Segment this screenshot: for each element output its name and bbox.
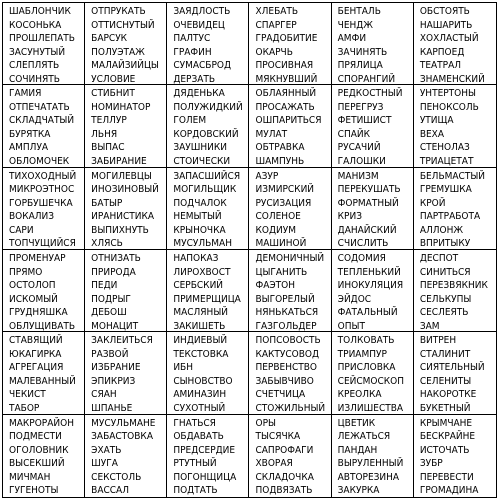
word-item: СУМАСБРОД	[173, 60, 232, 71]
word-item: ТИХОХОДНЫЙ	[9, 170, 77, 182]
word-item: ПЕНОКСОЛЬ	[419, 101, 479, 113]
word-item: АЛЛОНЖ	[419, 224, 464, 236]
word-item: ВЫПИХНУТЬ	[91, 224, 149, 236]
word-item: ЮКАГИРКА	[9, 348, 62, 360]
word-item: ОБЛОМОЧЕК	[9, 155, 70, 167]
word-item: ГРАФИН	[173, 46, 212, 58]
word-item: СОЧИНЯТЬ	[9, 73, 60, 85]
word-item: ЗАПАСШИЙСЯ	[173, 170, 241, 182]
word-cell	[414, 85, 496, 167]
word-item: САРИ	[9, 224, 34, 236]
word-item: НАШАРИТЬ	[419, 19, 473, 31]
word-item: СЧИСЛИТЬ	[337, 238, 389, 250]
word-item: ТРИАМПУР	[337, 348, 387, 360]
word-item: НЕМЫТЫЙ	[173, 211, 222, 223]
word-item: ЛИРОХВОСТ	[173, 266, 231, 278]
word-item: ПРЯЛИЦА	[337, 60, 383, 71]
word-item: СУХОТНЫЙ	[173, 402, 226, 414]
word-item: ИЗЛИШЕСТВА	[337, 402, 404, 414]
word-cell	[332, 3, 414, 85]
word-item: ЦВЕТИК	[337, 417, 376, 429]
word-item: КРИЗ	[337, 211, 362, 223]
word-item: МИЧМАН	[9, 471, 51, 483]
word-item: ЗАЯДЛОСТЬ	[173, 6, 231, 17]
word-item: ПЕРЕКУШАТЬ	[337, 184, 401, 196]
word-item: ПОДВЯЗАТЬ	[255, 485, 313, 497]
word-item: СКЛАДОЧКА	[255, 471, 314, 483]
word-item: МАНИЗМ	[337, 170, 379, 182]
word-item: ЭХАТЬ	[91, 444, 122, 456]
word-item: ЗАКИШЕТЬ	[173, 320, 226, 332]
word-item: ДЕРЗАТЬ	[173, 73, 216, 85]
word-item: ИНОКУЛЯЦИЯ	[337, 280, 404, 291]
word-cell	[414, 250, 496, 332]
word-item: ГАЛОШКИ	[337, 155, 386, 167]
word-item: ТОЛКОВАТЬ	[337, 335, 395, 347]
word-cell	[167, 250, 249, 332]
word-item: КРЫНОЧКА	[173, 224, 226, 236]
word-item: ПРЯМО	[9, 266, 43, 278]
word-item: РУСАЧИЙ	[337, 142, 381, 154]
word-item: СИЯТЕЛЬНЫЙ	[419, 362, 485, 374]
word-item: БУРЯТКА	[9, 128, 51, 140]
word-item: ДЕБОШ	[91, 307, 127, 318]
word-item: ХОХЛАСТЫЙ	[419, 33, 479, 44]
word-cell	[85, 168, 167, 250]
word-item: ЗАЧИНЯТЬ	[337, 46, 388, 58]
word-item: НОМИНАТОР	[91, 101, 151, 113]
word-item: МАЛАЙЗИЙЦЫ	[91, 60, 159, 71]
word-item: ПОПСОВОСТЬ	[255, 335, 321, 347]
word-item: МАШИНОЙ	[255, 238, 307, 250]
word-item: ЗАБЫВЧИВО	[255, 375, 314, 387]
word-cell	[332, 168, 414, 250]
word-item: СТОИЧЕСКИ	[173, 155, 231, 167]
word-item: ТЫСЯЧКА	[255, 431, 301, 443]
word-item: ЗАСУНУТЫЙ	[9, 46, 66, 58]
word-item: РЕДКОСТНЫЙ	[337, 88, 403, 100]
word-item: ФОРМАТНЫЙ	[337, 197, 399, 209]
word-item: ЗАКЛЕИТЬСЯ	[91, 335, 153, 347]
word-item: КАРПОЕД	[419, 46, 465, 58]
word-item: ГАЗГОЛЬДЕР	[255, 320, 317, 332]
word-item: ВПРИТЫКУ	[419, 238, 471, 250]
word-item: ПЕРЕГРУЗ	[337, 101, 384, 113]
word-item: ПЕРЕЗВЯКНИК	[419, 280, 488, 291]
word-item: СЯАН	[91, 389, 117, 401]
word-item: ВЫПАС	[91, 142, 125, 154]
word-item: КАКТУСОВОД	[255, 348, 320, 360]
word-item: ПРИРОДА	[91, 266, 136, 278]
word-cell	[3, 85, 85, 167]
word-item: ДЯДЕНЬКА	[173, 88, 225, 100]
word-item: СПАРГЕР	[255, 19, 297, 31]
word-item: МИКРОЭТНОС	[9, 184, 75, 196]
word-item: ГРАДОБИТИЕ	[255, 33, 318, 44]
word-item: ИНОЗИНОВЫЙ	[91, 184, 159, 196]
word-item: СПАЙК	[337, 128, 370, 140]
word-item: ИРАНИСТИКА	[91, 211, 155, 223]
word-item: БЕНТАЛЬ	[337, 6, 381, 17]
word-item: ПРОСАЖАТЬ	[255, 101, 315, 113]
word-item: НЯНЬКАТЬСЯ	[255, 307, 319, 318]
word-item: ЭПИКРИЗ	[91, 375, 136, 387]
word-item: ОСТОЛОП	[9, 280, 56, 291]
word-item: ДАНАЙСКИЙ	[337, 224, 397, 236]
word-item: ЗУБР	[419, 458, 443, 470]
word-item: ЗАБАСТОВКА	[91, 431, 153, 443]
word-item: ИСКОМЫЙ	[9, 293, 58, 305]
word-item: СПОРАНГИЙ	[337, 73, 396, 85]
word-item: ПРОМЕНУАР	[9, 253, 66, 264]
word-item: ТЕЛЛУР	[91, 115, 127, 127]
word-grid	[2, 2, 497, 498]
word-item: АЗУР	[255, 170, 279, 182]
word-item: ДЕСПОТ	[419, 253, 459, 264]
word-item: ПАЛТУС	[173, 33, 211, 44]
word-item: КОСОНЬКА	[9, 19, 62, 31]
word-cell	[85, 415, 167, 497]
word-item: ОШПАРИТЬСЯ	[255, 115, 322, 127]
word-item: БАТЫР	[91, 197, 123, 209]
word-item: УНТЕРТОНЫ	[419, 88, 476, 100]
word-cell	[3, 3, 85, 85]
word-item: ПОЛУЖИДКИЙ	[173, 101, 243, 113]
word-item: СЛЕПЛЯТЬ	[9, 60, 60, 71]
word-item: СЕКСТОЛЬ	[91, 471, 142, 483]
word-item: ЗАКУРКА	[337, 485, 380, 497]
word-item: ПРИСЛОВКА	[337, 362, 396, 374]
word-item: ШАБЛОНЧИК	[9, 6, 71, 17]
word-cell	[249, 3, 331, 85]
word-cell	[414, 415, 496, 497]
word-item: СЕЛЬКУПЫ	[419, 293, 472, 305]
word-item: ЗАМ	[419, 320, 440, 332]
word-item: ФАТАЛЬНЫЙ	[337, 307, 398, 318]
word-item: ВЫРУЛЕННЫЙ	[337, 458, 404, 470]
word-item: ШУГА	[91, 458, 118, 470]
word-item: СТЕНОЛАЗ	[419, 142, 470, 154]
word-item: ГОЛЕМ	[173, 115, 207, 127]
word-item: АВТОРЕЗИНА	[337, 471, 400, 483]
word-item: ВОКАЛИЗ	[9, 211, 55, 223]
word-item: ШАМПУНЬ	[255, 155, 305, 167]
word-cell	[3, 250, 85, 332]
word-item: МУЛАТ	[255, 128, 288, 140]
word-item: КРОЙ	[419, 197, 446, 209]
word-item: АГРЕГАЦИЯ	[9, 362, 64, 374]
word-item: МУСУЛЬМАН	[173, 238, 232, 250]
word-item: ЗАБИРАНИЕ	[91, 155, 147, 167]
word-cell	[249, 250, 331, 332]
word-cell	[249, 85, 331, 167]
word-item: ШПАНЬЕ	[91, 402, 133, 414]
word-item: ДЕМОНИЧНЫЙ	[255, 253, 325, 264]
word-cell	[85, 3, 167, 85]
word-item: РУСИЗАЦИЯ	[255, 197, 312, 209]
word-item: ОЧЕВИДЕЦ	[173, 19, 225, 31]
word-item: ОТПРУКАТЬ	[91, 6, 146, 17]
word-item: СЧЕТЧИЦА	[255, 389, 306, 401]
word-item: НАКОРОТКЕ	[419, 389, 477, 401]
word-item: ОРЫ	[255, 417, 276, 429]
word-item: ЗАУШНИКИ	[173, 142, 227, 154]
word-item: ПРИМЕРЩИЦА	[173, 293, 241, 305]
word-cell	[167, 3, 249, 85]
word-item: ТРИАЦЕТАТ	[419, 155, 474, 167]
word-item: ВАССАЛ	[91, 485, 129, 497]
word-item: ТОПЧУЩИЙСЯ	[9, 238, 76, 250]
word-item: СЕЙСМОСКОП	[337, 375, 404, 387]
word-item: ПОДЧАЛОК	[173, 197, 227, 209]
word-item: ОТТИСНУТЫЙ	[91, 19, 155, 31]
word-item: СТАВЯЩИЙ	[9, 335, 63, 347]
word-cell	[167, 168, 249, 250]
word-item: УТИЩА	[419, 115, 454, 127]
word-item: ЦЫГАНИТЬ	[255, 266, 308, 278]
word-item: ГРЕМУШКА	[419, 184, 472, 196]
word-item: ОБЛАЯННЫЙ	[255, 88, 317, 100]
word-item: ЗНАМЕНСКИЙ	[419, 73, 485, 85]
word-item: ТЕАТРАЛ	[419, 60, 461, 71]
word-item: ПРОСИВНАЯ	[255, 60, 314, 71]
word-cell	[414, 3, 496, 85]
word-item: ГНАТЬСЯ	[173, 417, 216, 429]
word-cell	[85, 85, 167, 167]
word-item: БУКЕТНЫЙ	[419, 402, 471, 414]
word-item: ПОДРЫГ	[91, 293, 131, 305]
word-item: ОБЛУЩИВАТЬ	[9, 320, 76, 332]
word-item: ХЛЕБАТЬ	[255, 6, 299, 17]
word-item: ВЫСЕКШИЙ	[9, 458, 65, 470]
word-item: СОЛЕНОЕ	[255, 211, 301, 223]
word-item: УСЛОВИЕ	[91, 73, 136, 85]
word-cell	[249, 168, 331, 250]
word-item: ЛЬНЯ	[91, 128, 118, 140]
word-item: СОДОМИЯ	[337, 253, 386, 264]
word-cell	[332, 415, 414, 497]
word-cell	[414, 332, 496, 414]
word-item: СТАЛИНИТ	[419, 348, 471, 360]
word-item: ГРУДНЯШКА	[9, 307, 68, 318]
word-item: МАЛЕВАННЫЙ	[9, 375, 76, 387]
word-cell	[85, 250, 167, 332]
word-item: МОГИЛЕВЦЫ	[91, 170, 152, 182]
word-cell	[249, 332, 331, 414]
word-item: РАЗВОЙ	[91, 348, 129, 360]
word-item: ГОРБУШЕЧКА	[9, 197, 73, 209]
word-item: АМФИ	[337, 33, 367, 44]
word-item: СКЛАДЧАТЫЙ	[9, 115, 75, 127]
word-item: ЭЙДОС	[337, 293, 372, 305]
word-cell	[332, 250, 414, 332]
word-item: ОБТРАВКА	[255, 142, 305, 154]
word-item: МУСУЛЬМАНЕ	[91, 417, 156, 429]
word-cell	[332, 85, 414, 167]
word-item: ПОЛУЭТАЖ	[91, 46, 145, 58]
word-item: МОНАЦИТ	[91, 320, 139, 332]
word-cell	[167, 415, 249, 497]
word-item: КОДИУМ	[255, 224, 296, 236]
word-item: ОПЫТ	[337, 320, 365, 332]
word-item: ОГОЛОВНИК	[9, 444, 69, 456]
word-item: ГУГЕНОТЫ	[9, 485, 59, 497]
word-item: КРЕОЛКА	[337, 389, 382, 401]
word-item: СТОЖИЛЬНЫЙ	[255, 402, 326, 414]
word-item: ПЕДИ	[91, 280, 118, 291]
word-item: ОТПЕЧАТАТЬ	[9, 101, 70, 113]
word-item: ВЫГОРЕЛЫЙ	[255, 293, 315, 305]
word-item: ПОДТАТЬ	[173, 485, 218, 497]
word-item: ИНДИЕВЫЙ	[173, 335, 228, 347]
word-item: ГРОМАДИНА	[419, 485, 479, 497]
word-cell	[85, 332, 167, 414]
word-item: САПРОФАГИ	[255, 444, 314, 456]
word-item: ИЗБРАНИЕ	[91, 362, 141, 374]
word-item: АМИНАЗИН	[173, 389, 227, 401]
word-item: ОТНИЗАТЬ	[91, 253, 141, 264]
word-item: ФЕТИШИСТ	[337, 115, 392, 127]
word-item: ИЗМИРСКИЙ	[255, 184, 315, 196]
word-item: БЕЛЬМАСТЫЙ	[419, 170, 485, 182]
word-item: ЛЕЖАТЬСЯ	[337, 431, 391, 443]
word-item: ГАМИЯ	[9, 88, 42, 100]
word-item: СИНИТЬСЯ	[419, 266, 471, 278]
word-cell	[414, 168, 496, 250]
word-item: СЫНОВСТВО	[173, 375, 233, 387]
word-cell	[3, 415, 85, 497]
word-item: МОГИЛЬЩИК	[173, 184, 237, 196]
word-item: ПРЕДСЕРДИЕ	[173, 444, 236, 456]
word-item: НАПОКАЗ	[173, 253, 219, 264]
word-item: БАРСУК	[91, 33, 128, 44]
word-item: БЕСКРАЙНЕ	[419, 431, 476, 443]
word-item: КРЫМЧАНЕ	[419, 417, 473, 429]
word-item: ТЕПЛЕНЬКИЙ	[337, 266, 401, 278]
word-item: КОРДОВСКИЙ	[173, 128, 239, 140]
word-item: ПАРТРАБОТА	[419, 211, 481, 223]
word-item: ОБДАВАТЬ	[173, 431, 224, 443]
word-item: СЕРБСКИЙ	[173, 280, 224, 291]
word-item: СТИБНИТ	[91, 88, 135, 100]
word-item: ФАЭТОН	[255, 280, 296, 291]
word-item: ОКАРЧЬ	[255, 46, 293, 58]
word-item: МЯКНУВШИЙ	[255, 73, 318, 85]
word-item: СЕЛЕНИТЫ	[419, 375, 472, 387]
word-item: ХВОРАЯ	[255, 458, 293, 470]
word-item: ПЕРЕВЕСТИ	[419, 471, 474, 483]
word-item: ПЕРВЕНСТВО	[255, 362, 318, 374]
word-cell	[167, 85, 249, 167]
word-cell	[3, 332, 85, 414]
word-item: ПРОШЛЕПАТЬ	[9, 33, 75, 44]
word-item: ПОДМЕСТИ	[9, 431, 62, 443]
word-item: ВИТРЕН	[419, 335, 457, 347]
word-item: ТЕКСТОВКА	[173, 348, 229, 360]
word-item: РТУТНЫЙ	[173, 458, 217, 470]
word-item: МАСЛЯНЫЙ	[173, 307, 228, 318]
word-item: ЧЕКИСТ	[9, 389, 46, 401]
word-item: ХЛЯСЬ	[91, 238, 123, 250]
word-item: ЧЕНДЖ	[337, 19, 373, 31]
word-item: ПОГОНЩИЦА	[173, 471, 237, 483]
word-cell	[332, 332, 414, 414]
word-item: СЕСЛЕЯТЬ	[419, 307, 469, 318]
word-item: ОБСТОЯТЬ	[419, 6, 470, 17]
word-cell	[249, 415, 331, 497]
word-item: ТАБОР	[9, 402, 40, 414]
word-item: МАКРОРАЙОН	[9, 417, 74, 429]
word-cell	[3, 168, 85, 250]
word-item: ПАНДАН	[337, 444, 378, 456]
word-item: ВЕХА	[419, 128, 444, 140]
word-cell	[167, 332, 249, 414]
word-item: АМПЛУА	[9, 142, 49, 154]
word-item: ИСТОЧАТЬ	[419, 444, 470, 456]
word-item: ИБН	[173, 362, 193, 374]
